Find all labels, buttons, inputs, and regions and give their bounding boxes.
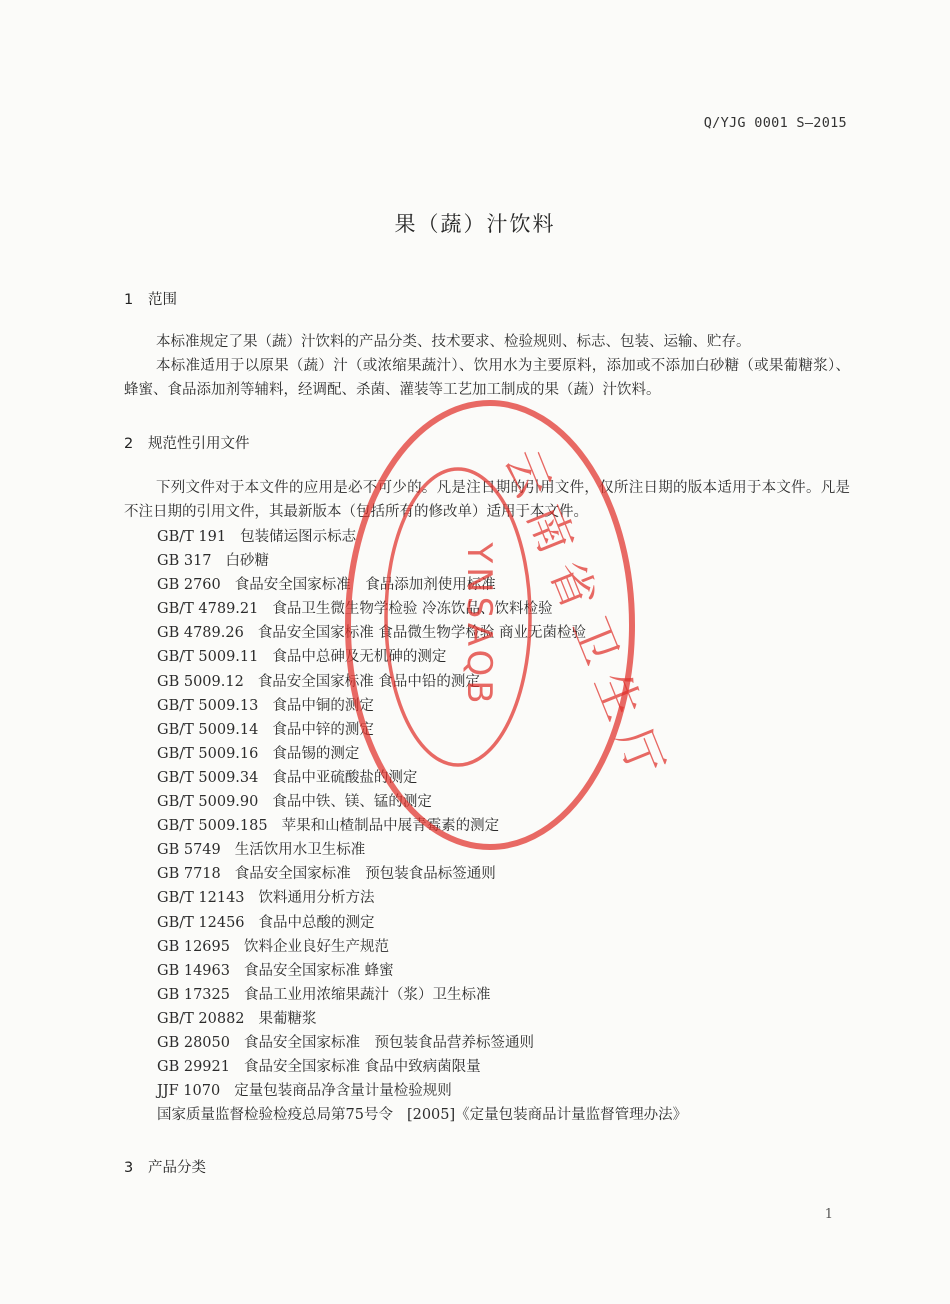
- reference-name: 果葡糖浆: [258, 1010, 317, 1027]
- reference-name: 饮料通用分析方法: [258, 890, 375, 907]
- reference-name: 食品安全国家标准 蜂蜜: [243, 962, 394, 979]
- reference-name: 食品安全国家标准 食品中铅的测定: [257, 673, 480, 690]
- reference-item: [157, 790, 687, 814]
- reference-code: GB/T 12456: [157, 914, 245, 931]
- reference-name: [2005]《定量包装商品计量监督管理办法》: [406, 1107, 688, 1124]
- reference-item: [157, 645, 687, 669]
- reference-item: [157, 549, 687, 573]
- reference-code: GB 5009.12: [157, 673, 244, 690]
- section-2-heading: [124, 432, 250, 453]
- reference-code: GB/T 5009.34: [157, 769, 259, 786]
- reference-list: [157, 525, 687, 1127]
- reference-item: [157, 959, 687, 983]
- reference-name: 白砂糖: [225, 553, 270, 570]
- reference-code: GB 317: [157, 553, 212, 570]
- reference-item: [157, 694, 687, 718]
- seal-outer-text: 云南省卫生厅: [494, 441, 680, 797]
- reference-code: GB 28050: [157, 1034, 230, 1051]
- reference-item: [157, 525, 687, 549]
- reference-name: 食品中总酸的测定: [258, 914, 375, 931]
- references-intro: 下列文件对于本文件的应用是必不可少的。凡是注日期的引用文件，仅所注日期的版本适用于本文件。凡是不注日期的引用文件，其最新版本（包括所有的修改单）适用于本文件。: [124, 480, 850, 520]
- reference-code: GB 4789.26: [157, 625, 244, 642]
- reference-code: GB 12695: [157, 938, 230, 955]
- reference-code: GB/T 191: [157, 529, 227, 545]
- reference-item: [157, 1103, 687, 1127]
- section-title: 产品分类: [148, 1160, 206, 1176]
- reference-name: 食品卫生微生物学检验 冷冻饮品、饮料检验: [272, 601, 553, 618]
- reference-item: [157, 1055, 687, 1079]
- reference-name: 食品安全国家标准 预包装食品营养标签通则: [243, 1034, 534, 1051]
- reference-item: [157, 573, 687, 597]
- section-1-heading: [124, 288, 177, 309]
- reference-name: 食品中铜的测定: [272, 697, 374, 714]
- reference-name: 食品锡的测定: [272, 745, 360, 762]
- reference-item: [157, 935, 687, 959]
- section-number: 3: [124, 1160, 134, 1176]
- reference-item: [157, 911, 687, 935]
- reference-code: GB 17325: [157, 986, 230, 1003]
- reference-code: GB/T 5009.13: [157, 697, 259, 714]
- reference-item: [157, 1079, 687, 1103]
- reference-name: 食品中亚硫酸盐的测定: [272, 769, 418, 786]
- reference-code: GB 2760: [157, 577, 221, 594]
- reference-code: GB/T 4789.21: [157, 601, 259, 618]
- reference-name: 食品中铁、镁、锰的测定: [272, 794, 432, 811]
- section-number: 1: [124, 292, 134, 308]
- reference-item: [157, 718, 687, 742]
- reference-code: GB/T 5009.14: [157, 721, 259, 738]
- reference-item: [157, 814, 687, 838]
- reference-item: [157, 621, 687, 645]
- reference-name: 苹果和山楂制品中展青霉素的测定: [281, 818, 500, 835]
- reference-item: [157, 1031, 687, 1055]
- section-title: 规范性引用文件: [148, 436, 250, 452]
- reference-item: [157, 983, 687, 1007]
- reference-name: 生活饮用水卫生标准: [234, 842, 366, 859]
- section-3-heading: [124, 1156, 206, 1177]
- reference-code: GB/T 20882: [157, 1010, 245, 1027]
- reference-name: 食品安全国家标准 食品添加剂使用标准: [234, 577, 496, 594]
- reference-code: GB/T 5009.90: [157, 794, 259, 811]
- reference-item: [157, 742, 687, 766]
- scope-paragraph-2: 本标准适用于以原果（蔬）汁（或浓缩果蔬汁）、饮用水为主要原料，添加或不添加白砂糖（或果葡糖浆）、蜂蜜、食品添加剂等辅料，经调配、杀菌、灌装等工艺加工制成的果（蔬）汁饮料。: [124, 358, 850, 398]
- scope-paragraph-1: 本标准规定了果（蔬）汁饮料的产品分类、技术要求、检验规则、标志、包装、运输、贮存。: [156, 334, 751, 350]
- reference-item: [157, 838, 687, 862]
- reference-code: GB/T 5009.11: [157, 649, 259, 666]
- section-title: 范围: [148, 292, 177, 308]
- reference-item: [157, 766, 687, 790]
- reference-name: 食品安全国家标准 预包装食品标签通则: [234, 866, 496, 883]
- reference-code: JJF 1070: [157, 1083, 221, 1100]
- reference-item: [157, 1007, 687, 1031]
- reference-item: [157, 862, 687, 886]
- reference-code: GB 14963: [157, 962, 230, 979]
- reference-item: [157, 670, 687, 694]
- reference-item: [157, 886, 687, 910]
- reference-name: 食品安全国家标准 食品微生物学检验 商业无菌检验: [257, 625, 587, 642]
- reference-name: 食品安全国家标准 食品中致病菌限量: [243, 1059, 481, 1076]
- section-number: 2: [124, 436, 134, 452]
- reference-name: 定量包装商品净含量计量检验规则: [234, 1083, 452, 1100]
- reference-name: 食品中锌的测定: [272, 721, 374, 738]
- seal-inner-text: YNSAQB: [459, 542, 499, 708]
- reference-code: GB/T 5009.185: [157, 818, 268, 835]
- reference-name: 饮料企业良好生产规范: [243, 938, 389, 955]
- page-number: 1: [824, 1207, 833, 1222]
- reference-name: 食品中总砷及无机砷的测定: [272, 649, 447, 666]
- reference-code: GB 29921: [157, 1059, 230, 1076]
- reference-code: GB 7718: [157, 866, 221, 883]
- standard-code: Q/YJG 0001 S—2015: [703, 115, 847, 131]
- document-title: 果（蔬）汁饮料: [394, 212, 556, 236]
- reference-name: 食品工业用浓缩果蔬汁（浆）卫生标准: [243, 986, 491, 1003]
- reference-code: 国家质量监督检验检疫总局第75号令: [157, 1107, 393, 1124]
- reference-item: [157, 597, 687, 621]
- reference-code: GB 5749: [157, 842, 221, 859]
- reference-code: GB/T 5009.16: [157, 745, 259, 762]
- reference-name: 包装储运图示标志: [240, 529, 357, 545]
- reference-code: GB/T 12143: [157, 890, 245, 907]
